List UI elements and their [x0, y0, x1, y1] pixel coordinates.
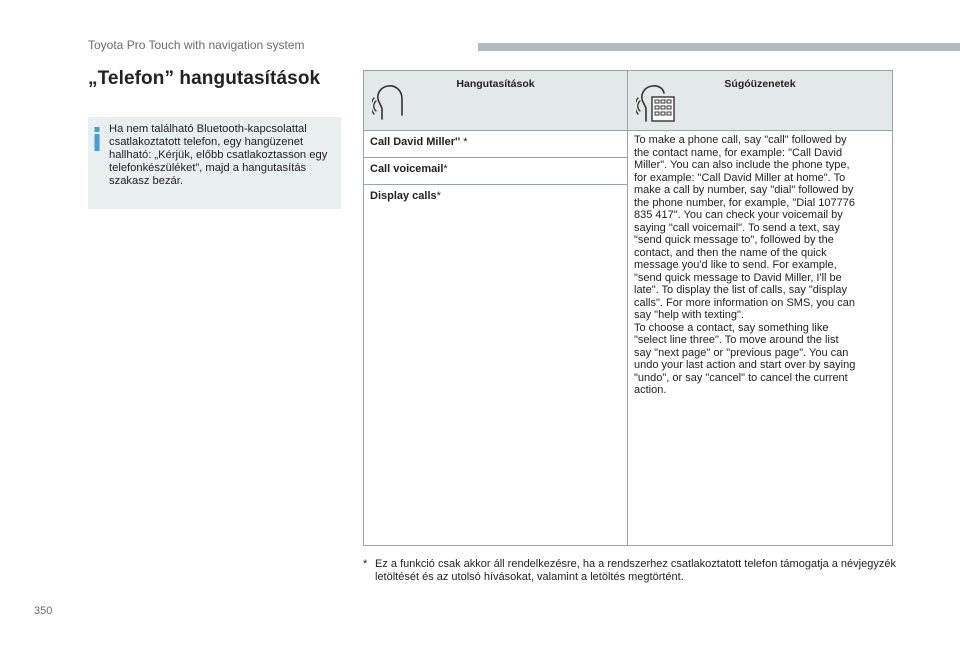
help-message-line: calls". For more information on SMS, you can: [634, 296, 855, 309]
footnote-mark: *: [363, 558, 368, 570]
help-message-text: [634, 134, 884, 397]
help-message-cell: [628, 131, 893, 546]
help-message-line: say "next page" or "previous page". You can: [634, 346, 849, 359]
footnote-star: *: [436, 190, 441, 202]
command-cell: [364, 185, 628, 546]
help-message-line: 835 417". You can check your voicemail by: [634, 209, 843, 221]
help-message-line: make a call by number, say "dial" followed by: [634, 184, 854, 196]
info-note-text: Ha nem található Bluetooth-kapcsolattal csatlakoztatott telefon, egy hangüzenet hallható: „Kérjük, előbb csatlakoztasson egy telefonkészüléket”, majd a hangutasítás szakasz bezár.: [109, 123, 328, 187]
footnote-star: *: [443, 163, 448, 175]
help-message-line: message you'd like to send. For example,: [634, 259, 837, 271]
help-message-line: the contact name, for example: "Call David: [634, 146, 843, 159]
column-header-help: [628, 71, 893, 131]
page-number: 350: [34, 605, 53, 617]
help-message-line: Miller". You can also include the phone type,: [634, 159, 850, 171]
footnote-star: *: [463, 136, 468, 148]
footnote: [363, 558, 903, 584]
help-message-line: the phone number, for example, "Dial 107776: [634, 196, 855, 209]
column-header-commands: [364, 71, 628, 131]
help-message-line: undo your last action and start over by saying: [634, 359, 856, 371]
footnote-text: Ez a funkció csak akkor áll rendelkezésre, ha a rendszerhez csatlakoztatott telefon támogatja a névjegyzék letöltését és az utolsó hívásokat, valamint a letöltés megtörtént.: [375, 558, 896, 583]
help-message-line: "send quick message to David Miller, I'll be: [634, 271, 842, 284]
header-bar: [478, 43, 960, 51]
table-header-row: [364, 71, 893, 131]
help-message-line: To choose a contact, say something like: [634, 321, 829, 334]
column-header-commands-label: Hangutasítások: [456, 78, 535, 90]
help-message-line: late". To display the list of calls, say "display: [634, 284, 848, 296]
column-header-help-label: Súgóüzenetek: [724, 78, 796, 90]
help-message-line: say "help with texting".: [634, 309, 744, 321]
voice-command-table: [363, 70, 893, 546]
help-message-line: for example: "Call David Miller at home". To: [634, 171, 846, 184]
help-message-line: saying "call voicemail". To send a text, say: [634, 221, 840, 234]
help-message-line: To make a phone call, say "call" followed by: [634, 134, 847, 146]
command-cell: [364, 158, 628, 185]
help-message-line: "select line three". To move around the list: [634, 334, 839, 346]
info-note: [88, 117, 341, 209]
command-text: Call voicemail: [370, 163, 444, 175]
help-message-line: "send quick message to", followed by the: [634, 234, 834, 246]
command-text: Call David Miller'': [370, 136, 464, 148]
help-message-line: action.: [634, 384, 667, 396]
help-message-line: contact, and then the name of the quick: [634, 246, 827, 259]
page-title: „Telefon” hangutasítások: [88, 68, 321, 89]
info-i-icon: [92, 127, 102, 151]
command-text: Display calls: [370, 190, 437, 202]
command-cell: [364, 131, 628, 158]
running-header: Toyota Pro Touch with navigation system: [88, 38, 305, 52]
help-message-line: "undo", or say "cancel" to cancel the current: [634, 371, 848, 384]
table-row: [364, 131, 893, 158]
